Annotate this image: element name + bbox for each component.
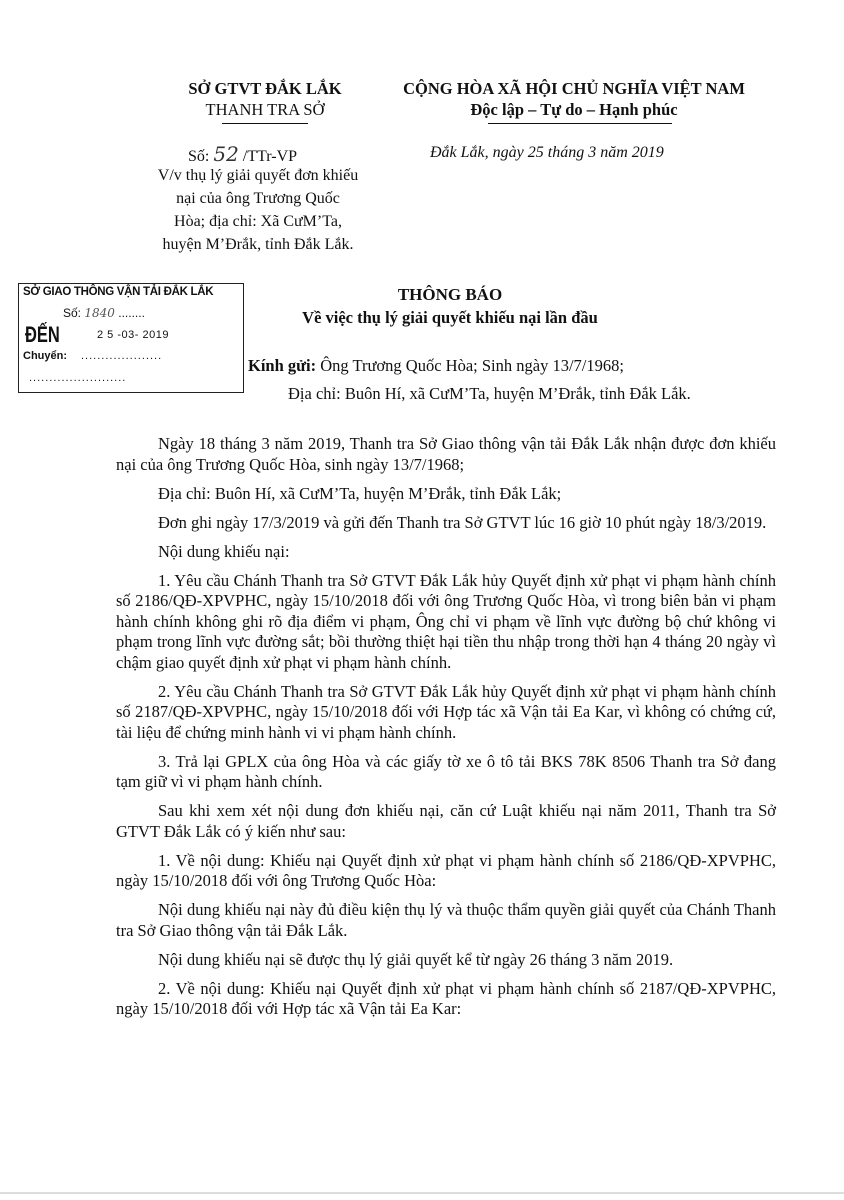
stamp-den: ĐẾN	[25, 322, 60, 347]
body-paragraph: Nội dung khiếu nại:	[158, 541, 290, 561]
body-paragraph: Địa chỉ: Buôn Hí, xã CưM’Ta, huyện M’Đrắk, tỉnh Đắk Lắk;	[158, 483, 562, 503]
stamp-title: SỞ GIAO THÔNG VẬN TẢI ĐẮK LẮK	[23, 286, 214, 298]
body-paragraph: 2. Về nội dung: Khiếu nại Quyết định xử phạt vi phạm hành chính số 2187/QĐ-XPVPHC, ngày 15/10/2018 đối với Hợp tác xã Vận tải Ea Kar:	[116, 978, 776, 1018]
motto-underline	[488, 123, 672, 124]
notice-body	[116, 434, 776, 1028]
body-paragraph: 3. Trả lại GPLX của ông Hòa và các giấy tờ xe ô tô tải BKS 78K 8506 Thanh tra Sở đang tạm giữ vì vi phạm hành chính.	[116, 751, 776, 791]
subject-line-2: nại của ông Trương Quốc	[176, 190, 340, 207]
subject-line-1: V/v thụ lý giải quyết đơn khiếu	[157, 167, 359, 184]
document-number-suffix: /TTr-VP	[242, 148, 298, 165]
body-paragraph: Nội dung khiếu nại sẽ được thụ lý giải quyết kể từ ngày 26 tháng 3 năm 2019.	[158, 949, 674, 969]
recipient-address: Địa chỉ: Buôn Hí, xã CưM’Ta, huyện M’Đrắk, tỉnh Đắk Lắk.	[288, 384, 691, 403]
body-paragraph: 1. Yêu cầu Chánh Thanh tra Sở GTVT Đắk Lắk hủy Quyết định xử phạt vi phạm hành chính số 2186/QĐ-XPVPHC, ngày 15/10/2018 đối với ông Trương Quốc Hòa, vì trong biên bản vi phạm hành chính không ghi rõ địa điểm vi phạm, Ông chỉ vi phạm về lĩnh vực đường bộ chứ không vi phạm trong lĩnh vực đường sắt; bồi thường thiệt hại tiền thu nhập trong thời hạn 4 tháng 20 ngày vì chậm giao quyết định xử phạt vi phạm hành chính.	[116, 570, 776, 672]
body-paragraph: 1. Về nội dung: Khiếu nại Quyết định xử phạt vi phạm hành chính số 2186/QĐ-XPVPHC, ngày 15/10/2018 đối với ông Trương Quốc Hòa:	[116, 850, 776, 890]
recipient-line	[248, 356, 624, 376]
subject-line-4: huyện M’Đrắk, tỉnh Đắk Lắk.	[162, 236, 354, 253]
body-paragraph: 2. Yêu cầu Chánh Thanh tra Sở GTVT Đắk Lắk hủy Quyết định xử phạt vi phạm hành chính số 2187/QĐ-XPVPHC, ngày 15/10/2018 đối với Hợp tác xã Vận tải Ea Kar, vì không có chứng cứ, tài liệu để chứng minh hành vi vi phạm hành chính.	[116, 681, 776, 742]
document-number-label: Số:	[188, 148, 210, 165]
recipient-name: Ông Trương Quốc Hòa; Sinh ngày 13/7/1968;	[316, 356, 624, 375]
issue-date: Đắk Lắk, ngày 25 tháng 3 năm 2019	[430, 144, 664, 161]
nation-motto: Độc lập – Tự do – Hạnh phúc	[470, 100, 678, 119]
stamp-forward-dots: ....................	[81, 350, 163, 362]
subject-line-3: Hòa; địa chỉ: Xã CưM’Ta,	[174, 213, 342, 230]
org-underline	[222, 123, 308, 124]
notice-title: THÔNG BÁO	[397, 285, 503, 304]
notice-subtitle: Về việc thụ lý giải quyết khiếu nại lần đầu	[302, 308, 598, 327]
stamp-number-value: 1840	[84, 306, 115, 320]
received-stamp	[18, 283, 244, 393]
body-paragraph: Sau khi xem xét nội dung đơn khiếu nại, căn cứ Luật khiếu nại năm 2011, Thanh tra Sở GTVT Đắk Lắk có ý kiến như sau:	[116, 801, 776, 841]
body-paragraph: Ngày 18 tháng 3 năm 2019, Thanh tra Sở Giao thông vận tải Đắk Lắk nhận được đơn khiếu nại của ông Trương Quốc Hòa, sinh ngày 13/7/1968;	[116, 434, 776, 474]
page-bottom-edge	[0, 1192, 844, 1194]
stamp-date: 2 5 -03- 2019	[97, 329, 169, 341]
issuing-organization	[150, 78, 380, 120]
body-paragraph: Đơn ghi ngày 17/3/2019 và gửi đến Thanh tra Sở GTVT lúc 16 giờ 10 phút ngày 18/3/2019.	[158, 512, 767, 532]
stamp-forward-label: Chuyển:	[23, 350, 67, 362]
nation-name: CỘNG HÒA XÃ HỘI CHỦ NGHĨA VIỆT NAM	[403, 79, 745, 98]
recipient-label: Kính gửi:	[248, 356, 317, 375]
document-subject	[138, 164, 378, 256]
stamp-number-label: Số:	[63, 306, 82, 320]
stamp-number: Số: 1840 ........	[63, 306, 145, 320]
national-motto	[374, 78, 774, 120]
org-inspectorate: THANH TRA SỞ	[205, 100, 325, 119]
document-number	[188, 142, 297, 166]
org-department: SỞ GTVT ĐẮK LẮK	[188, 79, 342, 98]
body-paragraph: Nội dung khiếu nại này đủ điều kiện thụ lý và thuộc thẩm quyền giải quyết của Chánh Thanh tra Sở Giao thông vận tải Đắk Lắk.	[116, 900, 776, 940]
document-number-handwritten: 52	[213, 142, 239, 166]
stamp-forward-dots-2: ........................	[29, 372, 127, 384]
